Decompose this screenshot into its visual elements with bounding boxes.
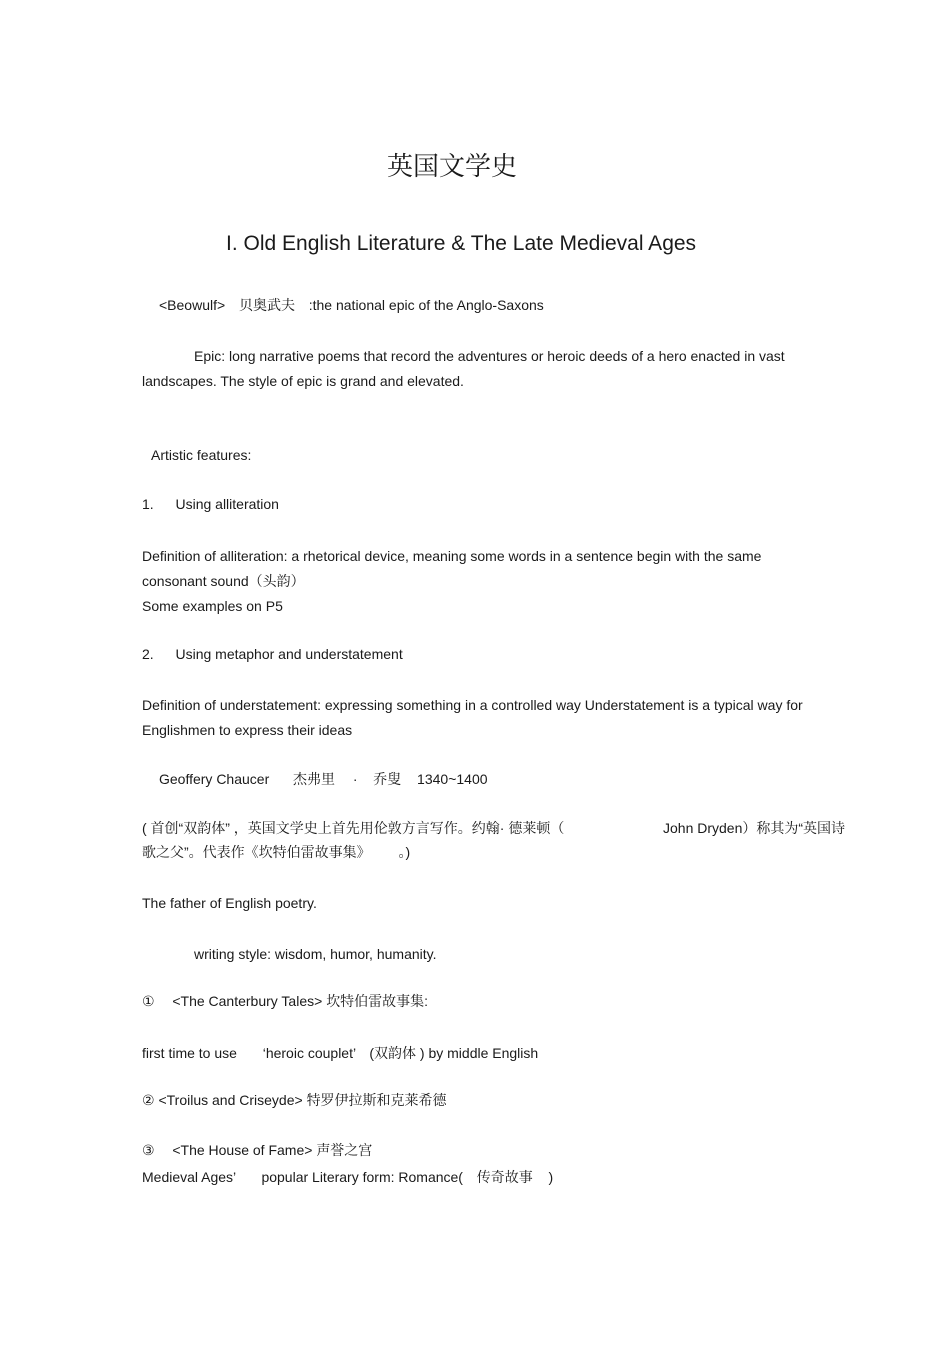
beowulf-work-title: <Beowulf>: [159, 297, 226, 313]
work-3-title: <The House of Fame>: [172, 1142, 313, 1158]
work-1: [142, 993, 428, 1010]
section-heading: I. Old English Literature & The Late Medieval Ages: [226, 232, 697, 255]
chaucer-name: Geoffery Chaucer: [159, 771, 270, 787]
document-title: 英国文学史: [386, 152, 517, 182]
work-3: [142, 1142, 372, 1159]
heroic-couplet-term: ‘heroic couplet’: [262, 1045, 356, 1061]
feature-1: [142, 496, 279, 513]
romance-line-close: ): [548, 1169, 554, 1185]
romance-line-cn: 传奇故事: [476, 1169, 533, 1185]
chaucer-note-line2-end: 。): [398, 844, 411, 860]
romance-line-form: popular Literary form: Romance(: [261, 1169, 463, 1185]
work-1-title: <The Canterbury Tales>: [172, 993, 323, 1009]
chaucer-cn-name: 杰弗里: [293, 771, 336, 787]
alliteration-definition-line2: consonant sound（头韵）: [142, 573, 305, 589]
epic-definition-line2: landscapes. The style of epic is grand and elevated.: [142, 373, 464, 389]
romance-line-era: Medieval Ages’: [142, 1169, 236, 1185]
work-2-title: <Troilus and Criseyde>: [158, 1092, 303, 1108]
work-2-cn: 特罗伊拉斯和克莱希德: [306, 1092, 447, 1108]
writing-style-line: writing style: wisdom, humor, humanity.: [194, 946, 437, 962]
heroic-couplet-rest: (双韵体 ) by middle English: [369, 1045, 539, 1061]
alliteration-definition-line3: Some examples on P5: [142, 598, 283, 614]
artistic-features-label: Artistic features:: [151, 447, 252, 463]
heroic-couplet-line: [142, 1045, 538, 1062]
feature-1-number: 1.: [142, 496, 154, 512]
chaucer-years: 1340~1400: [417, 771, 488, 787]
chaucer-line: [159, 771, 488, 788]
chaucer-note-line2: [142, 844, 410, 861]
alliteration-definition: [142, 544, 890, 619]
epic-definition: [142, 344, 890, 394]
chaucer-note-line1: [142, 820, 564, 837]
work-1-marker: ①: [142, 993, 155, 1009]
epic-definition-line1: Epic: long narrative poems that record the adventures or heroic deeds of a hero enacted in vast: [194, 348, 785, 364]
work-3-marker: ③: [142, 1142, 155, 1158]
understatement-definition-line2: Englishmen to express their ideas: [142, 722, 353, 738]
understatement-definition-line1: Definition of understatement: expressing something in a controlled way Understatement is a typical way for: [142, 697, 803, 713]
beowulf-line: [159, 297, 544, 314]
chaucer-note-line2-cn: 歌之父”。代表作《坎特伯雷故事集》: [142, 844, 371, 860]
romance-line: [142, 1169, 553, 1186]
understatement-definition: [142, 693, 890, 743]
beowulf-cn-name: 贝奥武夫: [238, 297, 295, 313]
feature-2-text: Using metaphor and understatement: [175, 646, 403, 662]
chaucer-name-dot: ·: [352, 771, 358, 787]
chaucer-cn-surname: 乔叟: [373, 771, 402, 787]
beowulf-description: :the national epic of the Anglo-Saxons: [308, 297, 544, 313]
father-of-poetry-line: The father of English poetry.: [142, 895, 317, 911]
work-2-marker: ②: [142, 1092, 155, 1108]
chaucer-note-line1-cn: ( 首创“双韵体” ，英国文学史上首先用伦敦方言写作。约翰· 德莱顿（: [142, 820, 565, 836]
feature-1-text: Using alliteration: [175, 496, 279, 512]
feature-2-number: 2.: [142, 646, 154, 662]
work-2: [142, 1092, 447, 1109]
alliteration-definition-line1: Definition of alliteration: a rhetorical device, meaning some words in a sentence begin with the same: [142, 548, 762, 564]
chaucer-note-line1-end: John Dryden）称其为“英国诗: [663, 820, 846, 836]
heroic-couplet-intro: first time to use: [142, 1045, 237, 1061]
work-1-cn: 坎特伯雷故事集:: [326, 993, 429, 1009]
feature-2: [142, 646, 403, 663]
work-3-cn: 声誉之宫: [316, 1142, 373, 1158]
